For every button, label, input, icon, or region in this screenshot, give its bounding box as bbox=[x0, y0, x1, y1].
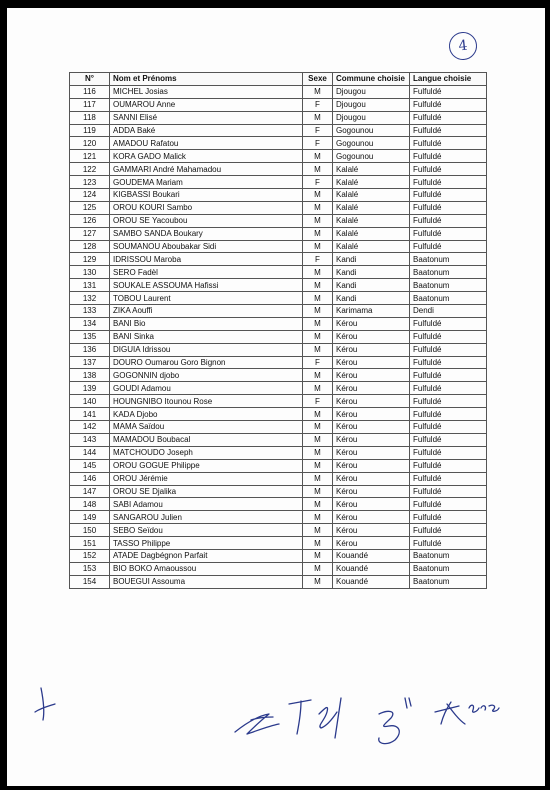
cell-commune: Kérou bbox=[333, 356, 410, 369]
cell-name: KADA Djobo bbox=[110, 408, 303, 421]
cell-number: 143 bbox=[70, 433, 110, 446]
cell-language: Baatonum bbox=[410, 266, 487, 279]
cell-number: 130 bbox=[70, 266, 110, 279]
cell-number: 133 bbox=[70, 305, 110, 318]
cell-language: Fulfuldé bbox=[410, 240, 487, 253]
cell-commune: Kérou bbox=[333, 369, 410, 382]
cell-language: Fulfuldé bbox=[410, 382, 487, 395]
cell-commune: Kérou bbox=[333, 382, 410, 395]
cell-name: SABI Adamou bbox=[110, 498, 303, 511]
signature-initial-left bbox=[35, 688, 55, 720]
cell-name: ADDA Baké bbox=[110, 124, 303, 137]
cell-sex: M bbox=[303, 111, 333, 124]
cell-commune: Kérou bbox=[333, 511, 410, 524]
cell-number: 137 bbox=[70, 356, 110, 369]
cell-language: Baatonum bbox=[410, 253, 487, 266]
cell-name: BANI Sinka bbox=[110, 330, 303, 343]
cell-number: 124 bbox=[70, 189, 110, 202]
cell-sex: M bbox=[303, 562, 333, 575]
cell-number: 127 bbox=[70, 227, 110, 240]
cell-number: 153 bbox=[70, 562, 110, 575]
handwritten-page-number: 4 bbox=[448, 31, 479, 62]
cell-number: 139 bbox=[70, 382, 110, 395]
cell-number: 152 bbox=[70, 549, 110, 562]
cell-language: Fulfuldé bbox=[410, 511, 487, 524]
cell-sex: M bbox=[303, 227, 333, 240]
header-name: Nom et Prénoms bbox=[110, 73, 303, 86]
cell-sex: M bbox=[303, 524, 333, 537]
cell-number: 128 bbox=[70, 240, 110, 253]
header-sex: Sexe bbox=[303, 73, 333, 86]
table-row bbox=[70, 124, 487, 137]
cell-language: Fulfuldé bbox=[410, 485, 487, 498]
cell-name: SEBO Seïdou bbox=[110, 524, 303, 537]
cell-number: 131 bbox=[70, 279, 110, 292]
signatures-area bbox=[7, 668, 545, 778]
table-row bbox=[70, 137, 487, 150]
cell-name: HOUNGNIBO Itounou Rose bbox=[110, 395, 303, 408]
cell-number: 147 bbox=[70, 485, 110, 498]
cell-name: GOUDI Adamou bbox=[110, 382, 303, 395]
cell-name: OROU GOGUE Philippe bbox=[110, 459, 303, 472]
table-row bbox=[70, 163, 487, 176]
cell-number: 117 bbox=[70, 98, 110, 111]
cell-name: SAMBO SANDA Boukary bbox=[110, 227, 303, 240]
header-number: N° bbox=[70, 73, 110, 86]
cell-number: 138 bbox=[70, 369, 110, 382]
cell-language: Fulfuldé bbox=[410, 459, 487, 472]
cell-language: Fulfuldé bbox=[410, 150, 487, 163]
cell-commune: Kouandé bbox=[333, 562, 410, 575]
cell-number: 150 bbox=[70, 524, 110, 537]
cell-sex: F bbox=[303, 137, 333, 150]
table-row bbox=[70, 524, 487, 537]
cell-commune: Kalalé bbox=[333, 240, 410, 253]
cell-commune: Kérou bbox=[333, 343, 410, 356]
cell-name: OROU KOURI Sambo bbox=[110, 201, 303, 214]
cell-language: Fulfuldé bbox=[410, 343, 487, 356]
cell-language: Fulfuldé bbox=[410, 163, 487, 176]
cell-sex: M bbox=[303, 305, 333, 318]
table-row bbox=[70, 330, 487, 343]
cell-commune: Kalalé bbox=[333, 176, 410, 189]
cell-sex: F bbox=[303, 98, 333, 111]
cell-language: Fulfuldé bbox=[410, 176, 487, 189]
cell-commune: Kérou bbox=[333, 459, 410, 472]
cell-name: OROU Jérémie bbox=[110, 472, 303, 485]
table-row bbox=[70, 227, 487, 240]
cell-name: OUMAROU Anne bbox=[110, 98, 303, 111]
cell-sex: M bbox=[303, 549, 333, 562]
cell-language: Baatonum bbox=[410, 562, 487, 575]
cell-number: 136 bbox=[70, 343, 110, 356]
cell-sex: M bbox=[303, 537, 333, 550]
cell-commune: Djougou bbox=[333, 85, 410, 98]
cell-language: Baatonum bbox=[410, 279, 487, 292]
cell-commune: Kérou bbox=[333, 446, 410, 459]
cell-sex: M bbox=[303, 85, 333, 98]
cell-name: DIGUIA Idrissou bbox=[110, 343, 303, 356]
cell-number: 120 bbox=[70, 137, 110, 150]
cell-number: 145 bbox=[70, 459, 110, 472]
cell-name: TOBOU Laurent bbox=[110, 292, 303, 305]
cell-name: IDRISSOU Maroba bbox=[110, 253, 303, 266]
cell-number: 140 bbox=[70, 395, 110, 408]
table-row bbox=[70, 343, 487, 356]
table-row bbox=[70, 562, 487, 575]
cell-commune: Kalalé bbox=[333, 189, 410, 202]
cell-sex: M bbox=[303, 240, 333, 253]
cell-sex: F bbox=[303, 356, 333, 369]
cell-commune: Gogounou bbox=[333, 150, 410, 163]
signature-initials-right bbox=[435, 702, 499, 724]
cell-name: MAMA Saïdou bbox=[110, 421, 303, 434]
cell-commune: Kandi bbox=[333, 292, 410, 305]
cell-commune: Kalalé bbox=[333, 214, 410, 227]
cell-language: Fulfuldé bbox=[410, 433, 487, 446]
cell-commune: Kérou bbox=[333, 498, 410, 511]
cell-language: Fulfuldé bbox=[410, 98, 487, 111]
cell-language: Fulfuldé bbox=[410, 446, 487, 459]
cell-sex: M bbox=[303, 279, 333, 292]
cell-language: Fulfuldé bbox=[410, 124, 487, 137]
cell-language: Fulfuldé bbox=[410, 472, 487, 485]
cell-language: Fulfuldé bbox=[410, 421, 487, 434]
cell-commune: Kérou bbox=[333, 421, 410, 434]
table-row bbox=[70, 369, 487, 382]
cell-commune: Gogounou bbox=[333, 137, 410, 150]
cell-sex: M bbox=[303, 201, 333, 214]
cell-sex: M bbox=[303, 421, 333, 434]
cell-sex: M bbox=[303, 266, 333, 279]
table-row bbox=[70, 150, 487, 163]
cell-commune: Kandi bbox=[333, 253, 410, 266]
cell-language: Fulfuldé bbox=[410, 524, 487, 537]
cell-name: MAMADOU Boubacal bbox=[110, 433, 303, 446]
table-row bbox=[70, 575, 487, 588]
cell-language: Baatonum bbox=[410, 549, 487, 562]
cell-number: 118 bbox=[70, 111, 110, 124]
cell-number: 149 bbox=[70, 511, 110, 524]
signature-scrawl-3 bbox=[379, 698, 411, 744]
signature-scrawl-2 bbox=[319, 698, 341, 738]
cell-name: SOUKALE ASSOUMA Hafissi bbox=[110, 279, 303, 292]
cell-commune: Gogounou bbox=[333, 124, 410, 137]
cell-number: 142 bbox=[70, 421, 110, 434]
cell-commune: Kérou bbox=[333, 317, 410, 330]
cell-commune: Karimama bbox=[333, 305, 410, 318]
cell-number: 154 bbox=[70, 575, 110, 588]
cell-language: Fulfuldé bbox=[410, 137, 487, 150]
cell-sex: F bbox=[303, 395, 333, 408]
table-row bbox=[70, 266, 487, 279]
cell-commune: Kérou bbox=[333, 395, 410, 408]
cell-commune: Kalalé bbox=[333, 227, 410, 240]
cell-name: SANGAROU Julien bbox=[110, 511, 303, 524]
cell-language: Baatonum bbox=[410, 292, 487, 305]
cell-number: 144 bbox=[70, 446, 110, 459]
cell-number: 129 bbox=[70, 253, 110, 266]
cell-sex: M bbox=[303, 446, 333, 459]
table-row bbox=[70, 421, 487, 434]
cell-number: 122 bbox=[70, 163, 110, 176]
cell-sex: M bbox=[303, 369, 333, 382]
cell-commune: Kandi bbox=[333, 266, 410, 279]
cell-name: KIGBASSI Boukari bbox=[110, 189, 303, 202]
cell-name: MICHEL Josias bbox=[110, 85, 303, 98]
table-row bbox=[70, 511, 487, 524]
cell-name: OROU SE Yacoubou bbox=[110, 214, 303, 227]
header-language: Langue choisie bbox=[410, 73, 487, 86]
cell-sex: M bbox=[303, 498, 333, 511]
cell-sex: M bbox=[303, 292, 333, 305]
cell-sex: M bbox=[303, 382, 333, 395]
cell-name: BANI Bio bbox=[110, 317, 303, 330]
cell-language: Fulfuldé bbox=[410, 227, 487, 240]
cell-name: GOUDEMA Mariam bbox=[110, 176, 303, 189]
table-row bbox=[70, 292, 487, 305]
table-row bbox=[70, 537, 487, 550]
cell-commune: Djougou bbox=[333, 111, 410, 124]
cell-commune: Djougou bbox=[333, 98, 410, 111]
table-row bbox=[70, 305, 487, 318]
signature-scrawl-1 bbox=[235, 714, 279, 734]
cell-commune: Kérou bbox=[333, 524, 410, 537]
cell-sex: M bbox=[303, 472, 333, 485]
table-row bbox=[70, 459, 487, 472]
cell-language: Fulfuldé bbox=[410, 408, 487, 421]
table-row bbox=[70, 111, 487, 124]
table-row bbox=[70, 433, 487, 446]
cell-number: 151 bbox=[70, 537, 110, 550]
table-body bbox=[70, 85, 487, 588]
cell-number: 125 bbox=[70, 201, 110, 214]
table-row bbox=[70, 98, 487, 111]
cell-commune: Kouandé bbox=[333, 575, 410, 588]
cell-name: DOURO Oumarou Goro Bignon bbox=[110, 356, 303, 369]
table-row bbox=[70, 279, 487, 292]
cell-name: BIO BOKO Amaoussou bbox=[110, 562, 303, 575]
cell-name: KORA GADO Malick bbox=[110, 150, 303, 163]
cell-language: Fulfuldé bbox=[410, 189, 487, 202]
table-row bbox=[70, 472, 487, 485]
table-row bbox=[70, 408, 487, 421]
cell-commune: Kérou bbox=[333, 433, 410, 446]
table-row bbox=[70, 189, 487, 202]
table-row bbox=[70, 317, 487, 330]
table-row bbox=[70, 85, 487, 98]
cell-sex: M bbox=[303, 459, 333, 472]
cell-name: SOUMANOU Aboubakar Sidi bbox=[110, 240, 303, 253]
cell-name: SERO Fadèl bbox=[110, 266, 303, 279]
table-row bbox=[70, 253, 487, 266]
cell-name: ATADE Dagbégnon Parfait bbox=[110, 549, 303, 562]
cell-sex: M bbox=[303, 214, 333, 227]
cell-sex: M bbox=[303, 511, 333, 524]
table-row bbox=[70, 395, 487, 408]
header-commune: Commune choisie bbox=[333, 73, 410, 86]
cell-name: GAMMARI André Mahamadou bbox=[110, 163, 303, 176]
cell-commune: Kérou bbox=[333, 408, 410, 421]
cell-commune: Kérou bbox=[333, 485, 410, 498]
cell-name: SANNI Elisé bbox=[110, 111, 303, 124]
table-row bbox=[70, 549, 487, 562]
cell-language: Fulfuldé bbox=[410, 85, 487, 98]
cell-language: Fulfuldé bbox=[410, 317, 487, 330]
cell-number: 121 bbox=[70, 150, 110, 163]
cell-sex: M bbox=[303, 150, 333, 163]
cell-sex: F bbox=[303, 253, 333, 266]
participant-table bbox=[69, 72, 487, 589]
cell-number: 116 bbox=[70, 85, 110, 98]
cell-commune: Kérou bbox=[333, 472, 410, 485]
cell-name: OROU SE Djalika bbox=[110, 485, 303, 498]
cell-language: Dendi bbox=[410, 305, 487, 318]
cell-number: 146 bbox=[70, 472, 110, 485]
cell-name: AMADOU Rafatou bbox=[110, 137, 303, 150]
cell-name: MATCHOUDO Joseph bbox=[110, 446, 303, 459]
table-row bbox=[70, 356, 487, 369]
cell-sex: M bbox=[303, 485, 333, 498]
cell-language: Fulfuldé bbox=[410, 537, 487, 550]
cell-sex: M bbox=[303, 343, 333, 356]
cell-commune: Kérou bbox=[333, 537, 410, 550]
table-header-row bbox=[70, 73, 487, 86]
cell-sex: F bbox=[303, 124, 333, 137]
cell-language: Fulfuldé bbox=[410, 395, 487, 408]
cell-language: Baatonum bbox=[410, 575, 487, 588]
cell-name: TASSO Philippe bbox=[110, 537, 303, 550]
cell-language: Fulfuldé bbox=[410, 111, 487, 124]
cell-commune: Kandi bbox=[333, 279, 410, 292]
table-row bbox=[70, 446, 487, 459]
table-row bbox=[70, 201, 487, 214]
cell-number: 134 bbox=[70, 317, 110, 330]
cell-commune: Kalalé bbox=[333, 201, 410, 214]
cell-number: 126 bbox=[70, 214, 110, 227]
cell-sex: M bbox=[303, 575, 333, 588]
cell-language: Fulfuldé bbox=[410, 201, 487, 214]
cell-sex: M bbox=[303, 408, 333, 421]
cell-commune: Kérou bbox=[333, 330, 410, 343]
cell-name: BOUEGUI Assouma bbox=[110, 575, 303, 588]
cell-number: 132 bbox=[70, 292, 110, 305]
cell-number: 119 bbox=[70, 124, 110, 137]
table-row bbox=[70, 240, 487, 253]
table-row bbox=[70, 382, 487, 395]
cell-sex: F bbox=[303, 176, 333, 189]
cell-number: 123 bbox=[70, 176, 110, 189]
cell-number: 148 bbox=[70, 498, 110, 511]
cell-sex: M bbox=[303, 163, 333, 176]
signature-t-mark bbox=[289, 700, 311, 734]
cell-number: 135 bbox=[70, 330, 110, 343]
table-row bbox=[70, 485, 487, 498]
cell-sex: M bbox=[303, 330, 333, 343]
cell-language: Fulfuldé bbox=[410, 330, 487, 343]
cell-commune: Kouandé bbox=[333, 549, 410, 562]
cell-number: 141 bbox=[70, 408, 110, 421]
cell-sex: M bbox=[303, 189, 333, 202]
table-row bbox=[70, 214, 487, 227]
cell-commune: Kalalé bbox=[333, 163, 410, 176]
cell-name: ZIKA Aouffi bbox=[110, 305, 303, 318]
cell-sex: M bbox=[303, 317, 333, 330]
cell-sex: M bbox=[303, 433, 333, 446]
cell-language: Fulfuldé bbox=[410, 356, 487, 369]
cell-language: Fulfuldé bbox=[410, 369, 487, 382]
cell-language: Fulfuldé bbox=[410, 498, 487, 511]
table-row bbox=[70, 498, 487, 511]
document-page bbox=[7, 8, 545, 786]
cell-language: Fulfuldé bbox=[410, 214, 487, 227]
cell-name: GOGONNIN djobo bbox=[110, 369, 303, 382]
table-row bbox=[70, 176, 487, 189]
